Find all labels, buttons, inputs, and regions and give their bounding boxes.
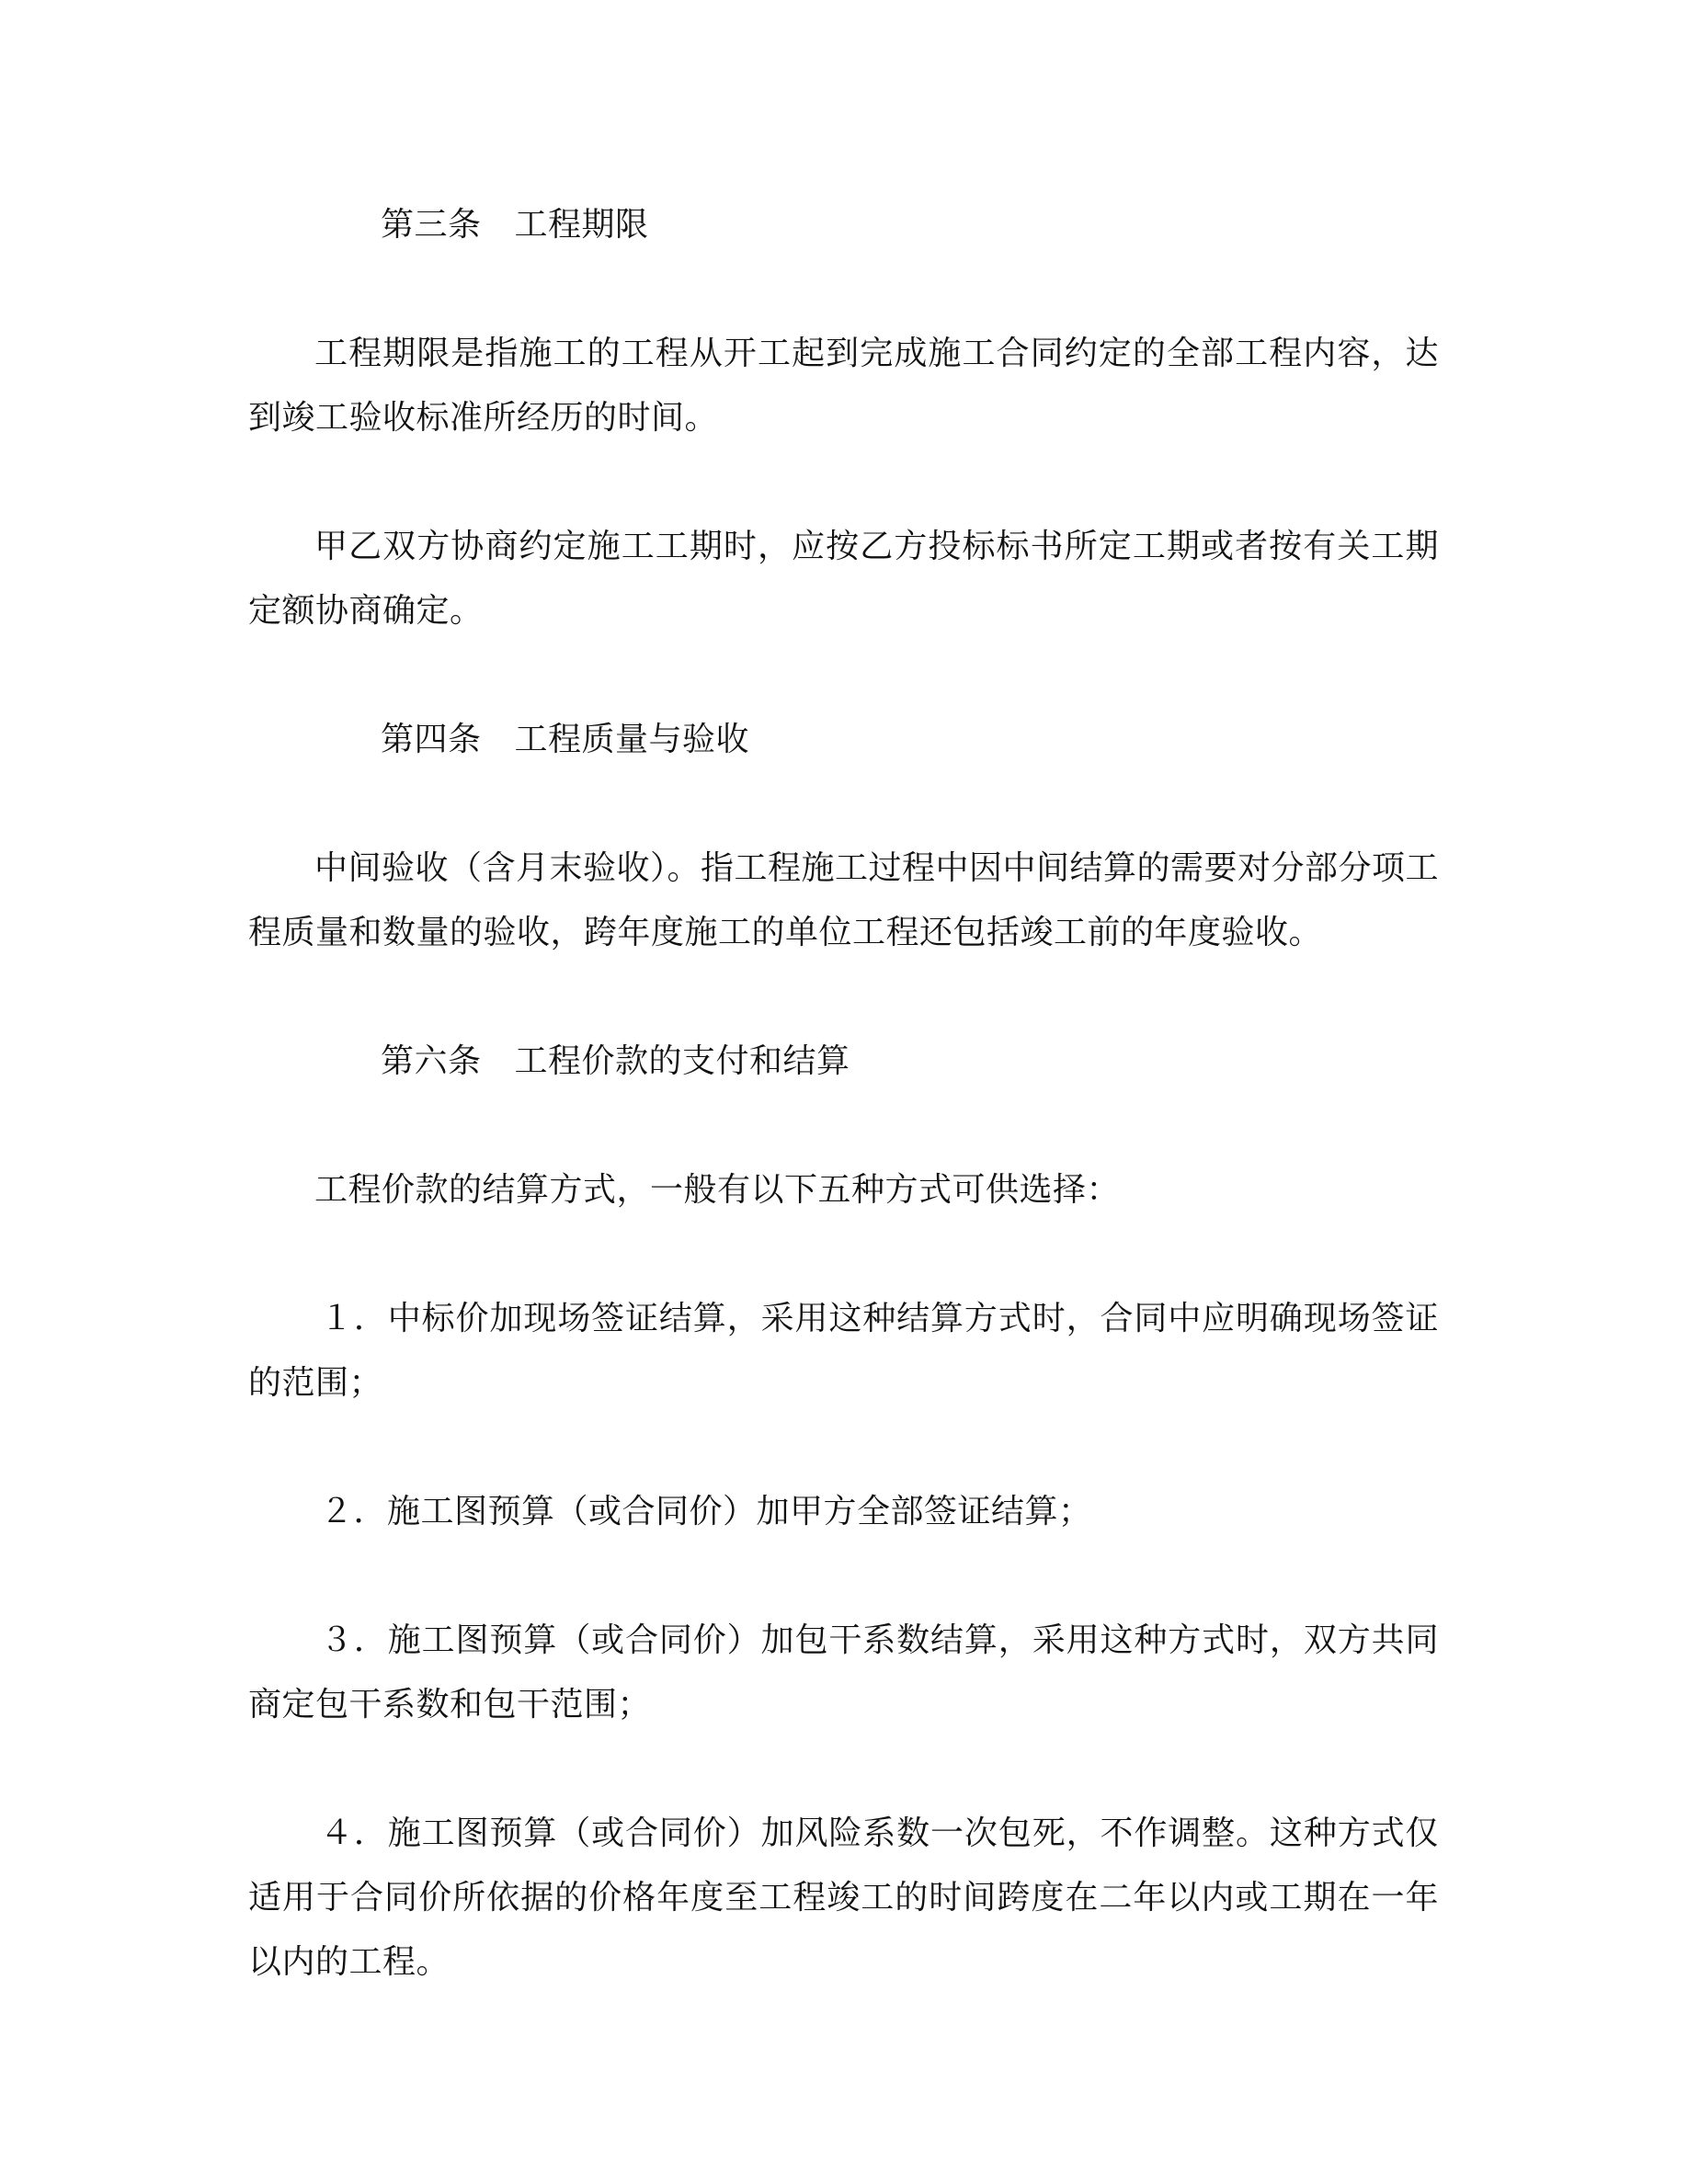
- list-item-settlement-1: １．中标价加现场签证结算，采用这种结算方式时，合同中应明确现场签证的范围；: [248, 1300, 1439, 1402]
- article-number: 第六条: [381, 1042, 482, 1080]
- list-item-settlement-2: ２．施工图预算（或合同价）加甲方全部签证结算；: [320, 1493, 1092, 1530]
- paragraph-settlement-intro: 工程价款的结算方式，一般有以下五种方式可供选择：: [314, 1171, 1121, 1209]
- paragraph-term-definition: 工程期限是指施工的工程从开工起到完成施工合同约定的全部工程内容，达到竣工验收标准所经历的时间。: [248, 335, 1439, 437]
- list-item-settlement-3: ３．施工图预算（或合同价）加包干系数结算，采用这种方式时，双方共同商定包干系数和包干范围；: [248, 1621, 1439, 1723]
- list-item-settlement-4: ４．施工图预算（或合同价）加风险系数一次包死，不作调整。这种方式仅适用于合同价所依据的价格年度至工程竣工的时间跨度在二年以内或工期在一年以内的工程。: [248, 1814, 1439, 1981]
- paragraph-interim-acceptance: 中间验收（含月末验收）。指工程施工过程中因中间结算的需要对分部分项工程质量和数量的验收，跨年度施工的单位工程还包括竣工前的年度验收。: [248, 849, 1440, 951]
- section-heading-article-6: [248, 1029, 1439, 1094]
- section-heading-article-4: [248, 708, 1439, 772]
- article-title: 工程质量与验收: [514, 721, 750, 758]
- article-number: 第三条: [381, 206, 482, 244]
- section-heading-article-3: [248, 193, 1439, 257]
- document-body: [248, 193, 1439, 2059]
- article-title: 工程期限: [514, 206, 649, 244]
- paragraph-term-agreement: 甲乙双方协商约定施工工期时，应按乙方投标标书所定工期或者按有关工期定额协商确定。: [248, 528, 1439, 630]
- article-number: 第四条: [381, 721, 482, 758]
- article-title: 工程价款的支付和结算: [514, 1042, 850, 1080]
